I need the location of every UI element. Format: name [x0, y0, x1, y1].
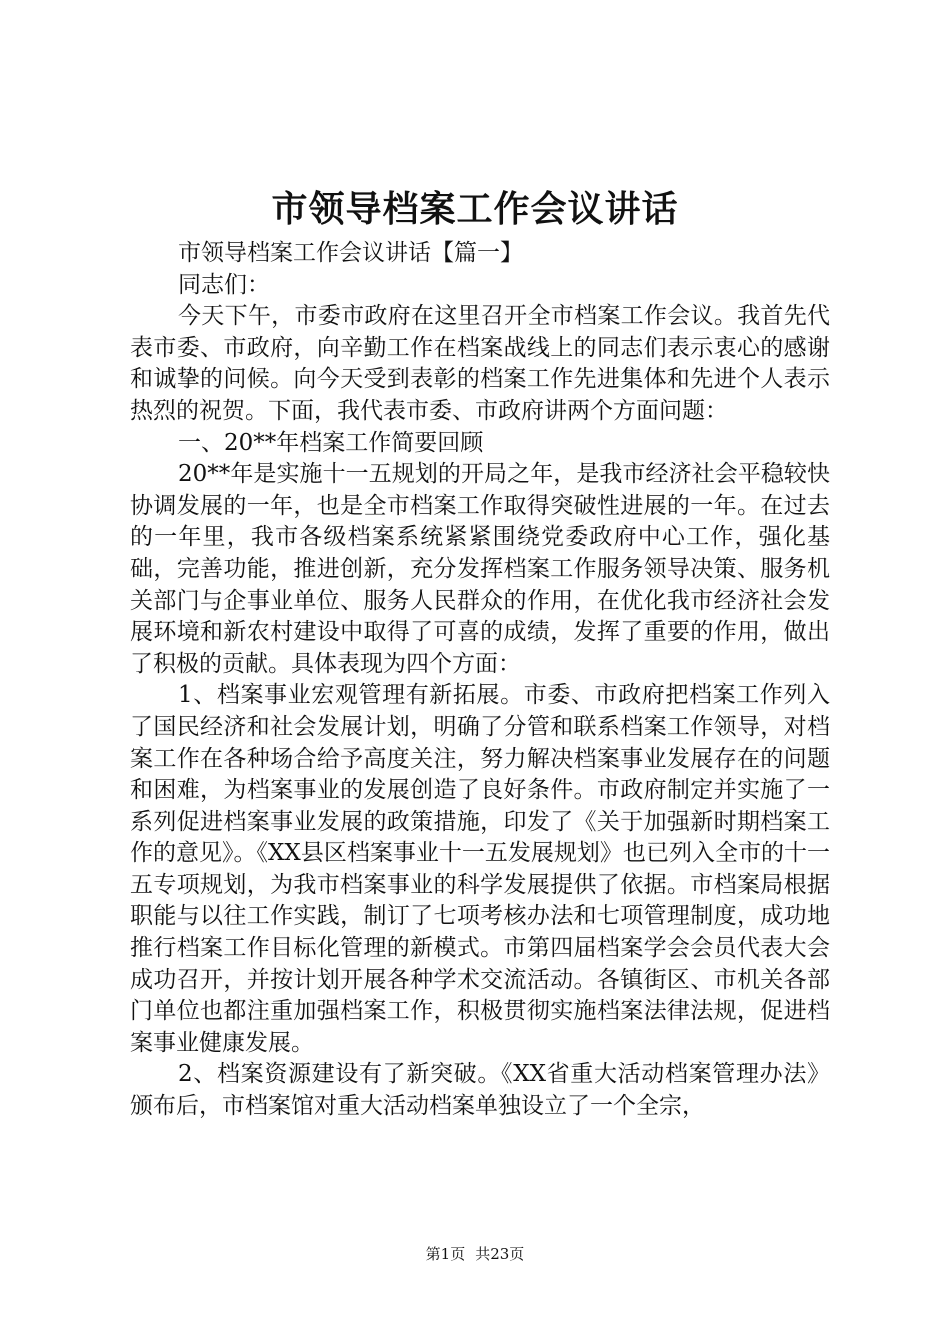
document-body — [130, 238, 830, 1123]
section-heading: 市领导档案工作会议讲话【篇一】 — [178, 240, 523, 266]
page-number: 第1页 — [425, 1245, 466, 1263]
paragraph: 20**年是实施十一五规划的开局之年，是我市经济社会平稳较快协调发展的一年，也是全市档案工作取得突破性进展的一年。在过去的一年里，我市各级档案系统紧紧围绕党委政府中心工作，强化基础，完善功能，推进创新，充分发挥档案工作服务领导决策、服务机关部门与企事业单位、服务人民群众的作用，在优化我市经济社会发展环境和新农村建设中取得了可喜的成绩，发挥了重要的作用，做出了积极的贡献。具体表现为四个方面： — [130, 461, 830, 677]
salutation: 同志们： — [178, 271, 270, 298]
paragraph: 2、档案资源建设有了新突破。《XX省重大活动档案管理办法》颁布后，市档案馆对重大活动档案单独设立了一个全宗， — [130, 1061, 830, 1120]
paragraph: 1、档案事业宏观管理有新拓展。市委、市政府把档案工作列入了国民经济和社会发展计划，明确了分管和联系档案工作领导，对档案工作在各种场合给予高度关注，努力解决档案事业发展存在的问题和困难，为档案事业的发展创造了良好条件。市政府制定并实施了一系列促进档案事业发展的政策措施，印发了《关于加强新时期档案工作的意见》。《XX县区档案事业十一五发展规划》也已列入全市的十一五专项规划，为我市档案事业的科学发展提供了依据。市档案局根据职能与以往工作实践，制订了七项考核办法和七项管理制度，成功地推行档案工作目标化管理的新模式。市第四届档案学会会员代表大会成功召开，并按计划开展各种学术交流活动。各镇街区、市机关各部门单位也都注重加强档案工作，积极贯彻实施档案法律法规，促进档案事业健康发展。 — [130, 682, 830, 1056]
page-footer — [0, 1244, 950, 1264]
document-title: 市领导档案工作会议讲话 — [271, 188, 679, 230]
paragraph: 今天下午，市委市政府在这里召开全市档案工作会议。我首先代表市委、市政府，向辛勤工作在档案战线上的同志们表示衷心的感谢和诚挚的问候。向今天受到表彰的档案工作先进集体和先进个人表示热烈的祝贺。下面，我代表市委、市政府讲两个方面问题： — [130, 303, 830, 424]
section-heading: 一、20**年档案工作简要回顾 — [178, 429, 484, 456]
page-total: 共23页 — [475, 1245, 525, 1263]
